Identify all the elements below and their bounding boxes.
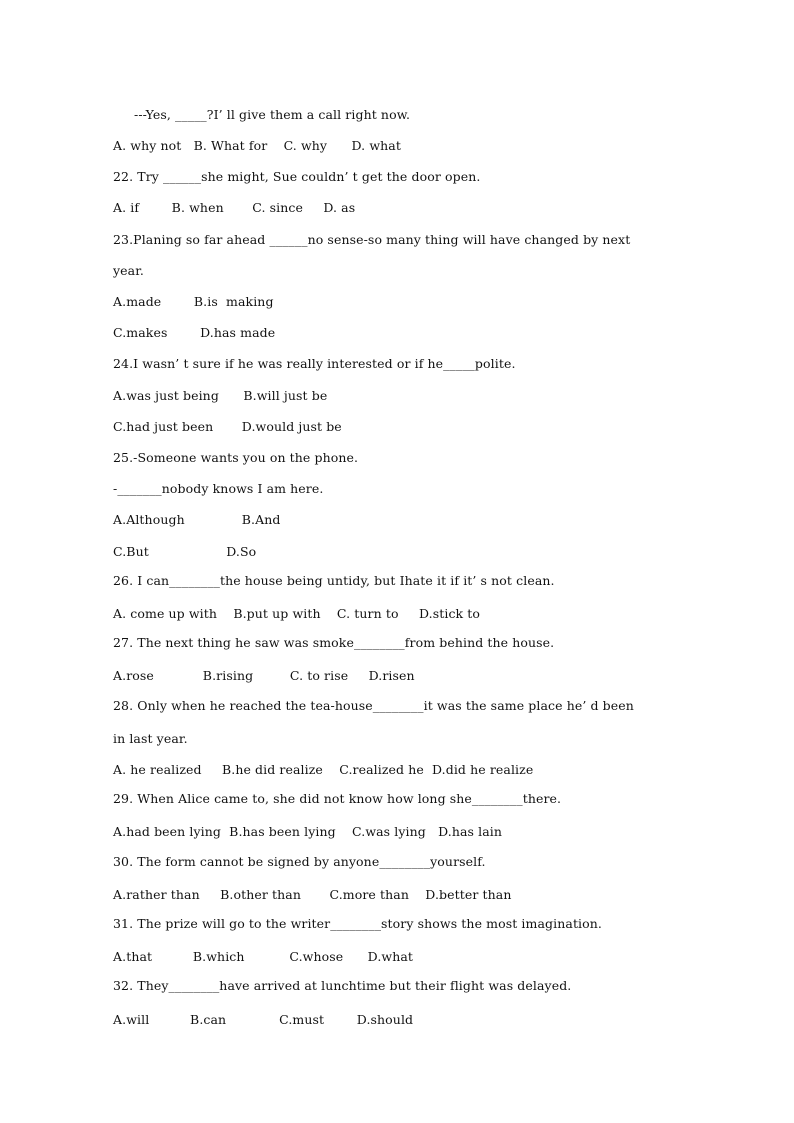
text-line: year. [113,263,144,278]
text-line: ---Yes, _____?I’ ll give them a call right now. [134,107,411,122]
answer-options: C.But D.So [113,544,257,559]
question-32: 32. They________have arrived at lunchtime but their flight was delayed. [113,978,572,993]
question-29: 29. When Alice came to, she did not know how long she________there. [113,791,562,806]
question-24: 24.I wasn’ t sure if he was really interested or if he_____polite. [113,356,516,371]
question-30: 30. The form cannot be signed by anyone________yourself. [113,854,486,869]
question-25: 25.-Someone wants you on the phone. [113,450,359,465]
question-31: 31. The prize will go to the writer________story shows the most imagination. [113,916,603,931]
question-22: 22. Try ______she might, Sue couldn’ t get the door open. [113,169,481,184]
answer-options: A.rather than B.other than C.more than D.better than [113,887,512,902]
answer-options: A.rose B.rising C. to rise D.risen [113,668,415,683]
question-26: 26. I can________the house being untidy, but Ihate it if it’ s not clean. [113,573,555,588]
text-line: in last year. [113,731,188,746]
answer-options: A. if B. when C. since D. as [113,200,356,215]
text-line: -_______nobody knows I am here. [113,481,324,496]
question-27: 27. The next thing he saw was smoke________from behind the house. [113,635,555,650]
answer-options: A.that B.which C.whose D.what [113,949,414,964]
answer-options: A.will B.can C.must D.should [113,1012,414,1027]
answer-options: C.had just been D.would just be [113,419,342,434]
answer-options: A.had been lying B.has been lying C.was lying D.has lain [113,824,503,839]
answer-options: A. he realized B.he did realize C.realized he D.did he realize [113,762,534,777]
answer-options: A.was just being B.will just be [113,388,328,403]
answer-options: A.Although B.And [113,512,281,527]
question-28: 28. Only when he reached the tea-house________it was the same place he’ d been [113,698,634,713]
answer-options: A. come up with B.put up with C. turn to D.stick to [113,606,481,621]
answer-options: A.made B.is making [113,294,274,309]
question-23: 23.Planing so far ahead ______no sense-so many thing will have changed by next [113,232,631,247]
answer-options: A. why not B. What for C. why D. what [113,138,401,153]
answer-options: C.makes D.has made [113,325,276,340]
